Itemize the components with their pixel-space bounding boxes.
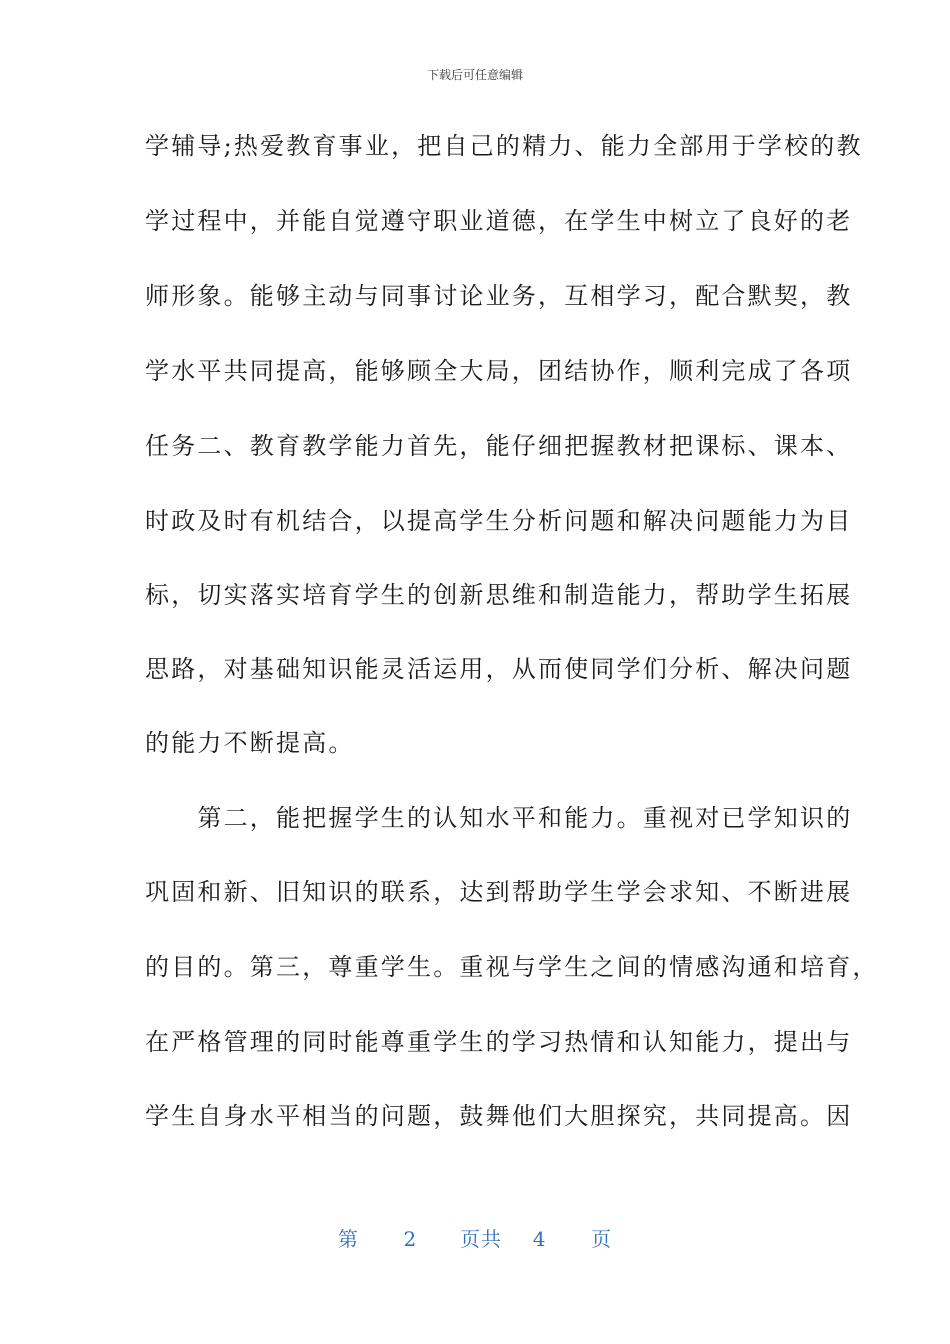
total-pages-number: 4: [532, 1227, 547, 1251]
text-line: 学辅导;热爱教育事业，把自己的精力、能力全部用于学校的教: [145, 132, 863, 160]
text-line: 时政及时有机结合，以提高学生分析问题和解决问题能力为目: [145, 507, 853, 535]
header-note: 下载后可任意编辑: [426, 68, 523, 82]
footer-suffix: 页: [591, 1227, 613, 1251]
text-line: 任务二、教育教学能力首先，能仔细把握教材把课标、课本、: [145, 432, 853, 460]
text-line: 学生自身水平相当的问题，鼓舞他们大胆探究，共同提高。因: [145, 1102, 853, 1130]
text-line: 的目的。第三，尊重学生。重视与学生之间的情感沟通和培育，: [145, 953, 879, 981]
text-line: 第二，能把握学生的认知水平和能力。重视对已学知识的: [145, 804, 853, 832]
text-line: 在严格管理的同时能尊重学生的学习热情和认知能力，提出与: [145, 1028, 853, 1056]
text-line: 学过程中，并能自觉遵守职业道德，在学生中树立了良好的老: [145, 207, 853, 235]
text-line: 学水平共同提高，能够顾全大局，团结协作，顺利完成了各项: [145, 357, 853, 385]
text-line: 师形象。能够主动与同事讨论业务，互相学习，配合默契，教: [145, 282, 853, 310]
footer-prefix: 第: [337, 1227, 359, 1251]
text-line: 巩固和新、旧知识的联系，达到帮助学生学会求知、不断进展: [145, 878, 853, 906]
text-line: 的能力不断提高。: [145, 729, 355, 757]
text-line: 标，切实落实培育学生的创新思维和制造能力，帮助学生拓展: [145, 581, 853, 609]
page-number-footer: [0, 1226, 950, 1252]
current-page-number: 2: [403, 1227, 418, 1251]
footer-middle: 页共: [460, 1227, 502, 1251]
text-line: 思路，对基础知识能灵活运用，从而使同学们分析、解决问题: [145, 655, 853, 683]
